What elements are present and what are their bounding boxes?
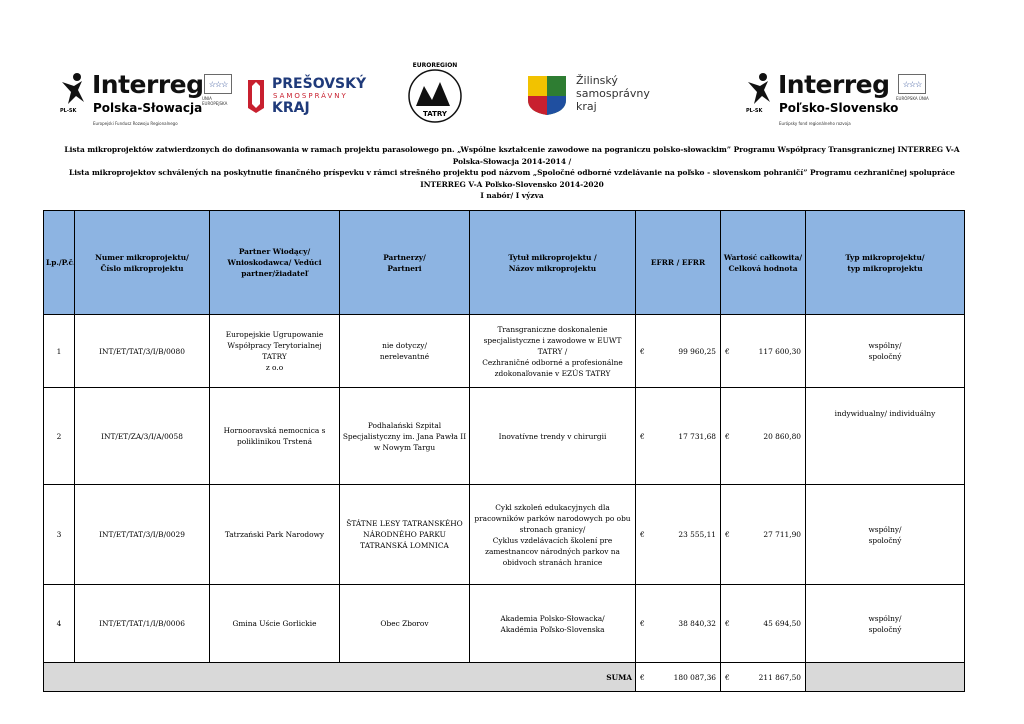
cell-typ: indywidualny/ individuálny	[806, 388, 965, 485]
currency-symbol: €	[725, 672, 730, 682]
currency-symbol: €	[725, 619, 730, 628]
currency-symbol: €	[640, 431, 645, 441]
cell-tytul: Inovatívne trendy v chirurgii	[470, 388, 636, 485]
currency-symbol: €	[725, 530, 730, 539]
interreg-caption: Európsky fond regionálneho rozvoja	[779, 121, 851, 126]
zilina-line2: samosprávny	[576, 87, 650, 100]
header-numer: Numer mikroprojektu/ Číslo mikroprojektu	[75, 211, 210, 315]
header-tytul: Tytuł mikroprojektu / Názov mikroprojektu	[470, 211, 636, 315]
cell-tytul: Akademia Polsko-Słowacka/ Akadémia Poľsko-Slovenska	[470, 585, 636, 663]
zilina-region-logo	[526, 74, 656, 118]
cell-efrr: € 23 555,11	[636, 485, 721, 585]
interreg-figure-icon	[744, 72, 774, 106]
presov-line2: SAMOSPRÁVNY	[273, 92, 348, 100]
cell-typ: wspólny/ spoločný	[806, 585, 965, 663]
cell-numer: INT/ET/ZA/3/I/A/0058	[75, 388, 210, 485]
cell-lp: 3	[44, 485, 75, 585]
cell-efrr: € 17 731,68	[636, 388, 721, 485]
table-header-row	[44, 211, 965, 315]
currency-symbol: €	[640, 346, 645, 356]
tatry-arc-text: EUROREGION	[412, 62, 458, 69]
interreg-pl-sk-logo	[56, 70, 236, 130]
cell-partner: Hornooravská nemocnica s poliklinikou Trstená	[210, 388, 340, 485]
zilina-line3: kraj	[576, 100, 597, 113]
interreg-title: Interreg	[92, 70, 204, 99]
logo-strip	[0, 58, 1024, 148]
document-heading	[40, 144, 984, 202]
currency-symbol: €	[640, 530, 645, 539]
interreg-subtitle: Poľsko-Slovensko	[779, 101, 899, 115]
presov-map-icon	[246, 78, 266, 114]
cell-tytul: Transgraniczne doskonalenie specjalistyczne i zawodowe w EUWT TATRY / Cezhraničné odborné a profesionálne zdokonaľovanie v EZÚS TATRY	[470, 315, 636, 388]
interreg-badge: PL-SK	[746, 108, 763, 114]
cell-wartosc: € 45 694,50	[721, 585, 806, 663]
header-typ: Typ mikroprojektu/ typ mikroprojektu	[806, 211, 965, 315]
cell-partnerzy: Obec Zborov	[340, 585, 470, 663]
cell-efrr: € 38 840,32	[636, 585, 721, 663]
cell-numer: INT/ET/TAT/3/I/B/0029	[75, 485, 210, 585]
heading-line-5: I nabór/ I výzva	[480, 191, 544, 200]
currency-symbol: €	[725, 431, 730, 441]
presov-line3: KRAJ	[272, 100, 310, 116]
currency-symbol: €	[640, 672, 645, 682]
zilina-coat-of-arms-icon	[526, 74, 568, 116]
heading-line-2: Polska-Słowacja 2014-2014 /	[452, 156, 572, 166]
cell-wartosc: € 20 860,80	[721, 388, 806, 485]
cell-tytul: Cykl szkoleń edukacyjnych dla pracowników parków narodowych po obu stronach granicy/ Cyklus vzdelávacích školení pre zamestnancov národných parkov na obidvoch stranách hranice	[470, 485, 636, 585]
presov-region-logo	[246, 76, 376, 116]
cell-lp: 1	[44, 315, 75, 388]
cell-typ: wspólny/ spoločný	[806, 315, 965, 388]
heading-line-3: Lista mikroprojektov schválených na poskytnutie finančného príspevku v rámci strešného projektu pod názvom „Spoločné odborné vzdelávanie na poľsko - slovenskom pohraničí” Programu cezhraničnej spolupráce	[69, 168, 955, 177]
header-wartosc: Wartość całkowita/ Celková hodnota	[721, 211, 806, 315]
eu-caption: UNIA EUROPEJSKA	[202, 96, 228, 106]
cell-partner: Gmina Uście Gorlickie	[210, 585, 340, 663]
header-partner: Partner Wiodący/ Wnioskodawca/ Vedúci partner/žiadateľ	[210, 211, 340, 315]
cell-wartosc: € 27 711,90	[721, 485, 806, 585]
eu-caption: EURÓPSKA ÚNIA	[896, 96, 929, 101]
header-efrr: EFRR / EFRR	[636, 211, 721, 315]
cell-typ: wspólny/ spoločný	[806, 485, 965, 585]
cell-partnerzy: Podhalański Szpital Specjalistyczny im. Jana Pawła II w Nowym Targu	[340, 388, 470, 485]
eu-flag-icon: ☆☆☆	[898, 74, 926, 94]
cell-efrr: € 99 960,25	[636, 315, 721, 388]
presov-line1: PREŠOVSKÝ	[272, 76, 367, 92]
interreg-caption: Europejski Fundusz Rozwoju Regionalnego	[93, 121, 178, 126]
cell-numer: INT/ET/TAT/1/I/B/0006	[75, 585, 210, 663]
interreg-pl-sk-logo-right	[742, 70, 932, 130]
zilina-line1: Žilinský	[576, 74, 618, 87]
sum-efrr: € 180 087,36	[636, 663, 721, 692]
cell-wartosc: € 117 600,30	[721, 315, 806, 388]
table-row	[44, 485, 965, 585]
microprojects-table	[43, 210, 965, 692]
heading-line-4: INTERREG V-A Poľsko-Slovensko 2014-2020	[420, 179, 604, 189]
header-lp: Lp./P.č.	[44, 211, 75, 315]
cell-partnerzy: ŠTÁTNE LESY TATRANSKÉHO NÁRODNÉHO PARKU TATRANSKÁ LOMNICA	[340, 485, 470, 585]
sum-typ-empty	[806, 663, 965, 692]
table-row	[44, 315, 965, 388]
interreg-badge: PL-SK	[60, 108, 77, 114]
table-row	[44, 388, 965, 485]
interreg-figure-icon	[58, 72, 88, 106]
cell-partnerzy: nie dotyczy/ nerelevantné	[340, 315, 470, 388]
eu-flag-icon: ☆☆☆	[204, 74, 232, 94]
header-partnerzy: Partnerzy/ Partneri	[340, 211, 470, 315]
sum-row	[44, 663, 965, 692]
cell-lp: 4	[44, 585, 75, 663]
table-row	[44, 585, 965, 663]
tatry-word: TATRY	[423, 110, 447, 118]
heading-line-1: Lista mikroprojektów zatwierdzonych do dofinansowania w ramach projektu parasolowego pn. „Wspólne kształcenie zawodowe na pograniczu polsko-słowackim” Programu Współpracy Transgranicznej INTERREG V-A	[64, 145, 960, 154]
currency-symbol: €	[725, 346, 730, 356]
euroregion-tatry-logo	[402, 60, 468, 128]
cell-partner: Europejskie Ugrupowanie Współpracy Terytorialnej TATRY z o.o	[210, 315, 340, 388]
sum-label: SUMA	[44, 663, 636, 692]
currency-symbol: €	[640, 619, 645, 628]
cell-partner: Tatrzański Park Narodowy	[210, 485, 340, 585]
interreg-title: Interreg	[778, 70, 890, 99]
sum-wartosc: € 211 867,50	[721, 663, 806, 692]
interreg-subtitle: Polska-Słowacja	[93, 101, 203, 115]
cell-lp: 2	[44, 388, 75, 485]
cell-numer: INT/ET/TAT/3/I/B/0080	[75, 315, 210, 388]
